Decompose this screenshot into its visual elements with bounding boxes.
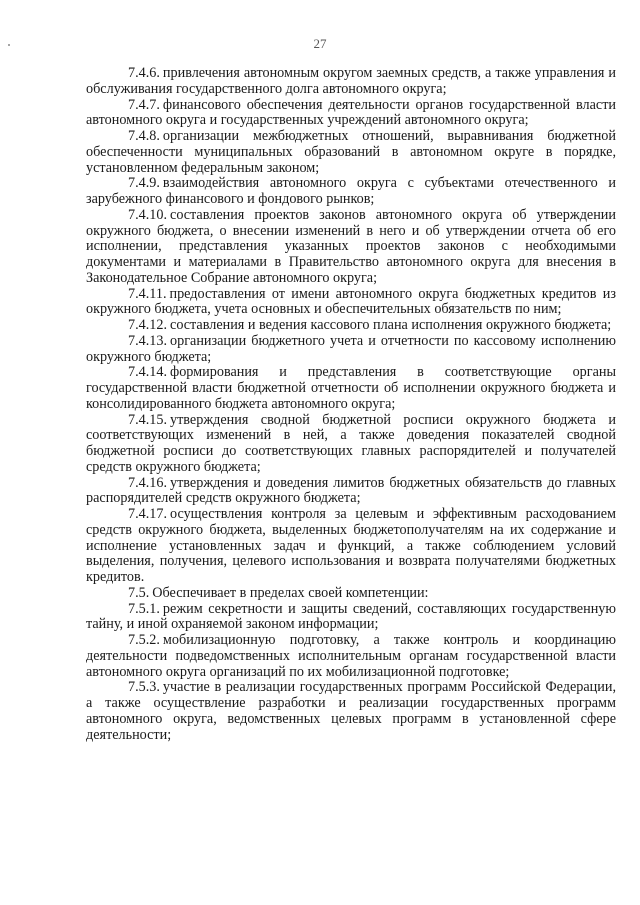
clause-paragraph xyxy=(86,176,616,208)
clause-paragraph xyxy=(86,413,616,476)
clause-number: 7.4.7. xyxy=(128,96,160,113)
clause-number: 7.4.9. xyxy=(128,175,160,192)
clause-text: составления и ведения кассового плана исполнения окружного бюджета; xyxy=(170,317,612,333)
clause-text: Обеспечивает в пределах своей компетенции: xyxy=(152,584,429,601)
clause-paragraph xyxy=(86,66,616,98)
clause-number: 7.4.6. xyxy=(128,65,160,81)
clause-number: 7.5.3. xyxy=(128,679,160,696)
clause-paragraph xyxy=(86,602,616,634)
clause-text: мобилизационную подготовку, а также контроль и координацию деятельности подведомственных исполнительным органам государственной власти автономного округа организаций по их мобилизационной подготовке; xyxy=(86,632,616,680)
clause-text: предоставления от имени автономного округа бюджетных кредитов из окружного бюджета, учета основных и обеспечительных обязательств по ним; xyxy=(86,285,616,318)
clause-number: 7.4.12. xyxy=(128,317,168,333)
clause-text: составления проектов законов автономного округа об утверждении окружного бюджета, о внесении изменений в него и об утверждении отчета об его исполнении, представления указанных проектов законов с необходимыми документами и материалами в Правительство автономного округа для внесения в Законодательное Собрание автономного округа; xyxy=(86,206,616,286)
clause-number: 7.5.1. xyxy=(128,600,160,617)
clause-number: 7.4.16. xyxy=(128,474,168,491)
clause-paragraph xyxy=(86,365,616,412)
clause-number: 7.5. xyxy=(128,584,150,601)
clause-paragraph xyxy=(86,507,616,586)
clause-paragraph xyxy=(86,633,616,680)
clause-number: 7.4.11. xyxy=(128,285,167,302)
clause-text: формирования и представления в соответствующие органы государственной власти бюджетной отчетности об исполнении окружного бюджета и консолидированного бюджета автономного округа; xyxy=(86,364,616,412)
page-number: 27 xyxy=(313,36,327,51)
clause-number: 7.4.17. xyxy=(128,506,168,522)
clause-text: осуществления контроля за целевым и эффективным расходованием средств окружного бюджета, выделенных бюджетополучателям на их содержание и исполнение установленных задач и функций, а также соблюдением условий выделения, получения, целевого использования и возврата получателями бюджетных кредитов. xyxy=(86,506,616,585)
body-text xyxy=(86,66,616,743)
clause-paragraph xyxy=(86,208,616,287)
clause-paragraph xyxy=(86,98,616,130)
clause-number: 7.4.10. xyxy=(128,206,168,223)
clause-number: 7.4.13. xyxy=(128,332,168,349)
clause-paragraph xyxy=(86,476,616,508)
clause-text: привлечения автономным округом заемных средств, а также управления и обслуживания государственного долга автономного округа; xyxy=(86,65,616,97)
clause-paragraph xyxy=(86,680,616,743)
clause-text: взаимодействия автономного округа с субъектами отечественного и зарубежного финансового и фондового рынков; xyxy=(86,175,616,207)
clause-paragraph xyxy=(86,318,616,334)
clause-number: 7.4.14. xyxy=(128,364,168,381)
clause-number: 7.4.8. xyxy=(128,128,160,144)
clause-text: финансового обеспечения деятельности органов государственной власти автономного округа и государственных учреждений автономного округа; xyxy=(86,96,616,129)
clause-number: 7.4.15. xyxy=(128,411,168,428)
clause-text: утверждения и доведения лимитов бюджетных обязательств до главных распорядителей средств окружного бюджета; xyxy=(86,474,616,507)
clause-text: организации бюджетного учета и отчетности по кассовому исполнению окружного бюджета; xyxy=(86,332,616,365)
clause-paragraph xyxy=(86,586,616,602)
clause-number: 7.5.2. xyxy=(128,632,160,648)
clause-paragraph xyxy=(86,334,616,366)
clause-text: организации межбюджетных отношений, выравнивания бюджетной обеспеченности муниципальных образований в автономном округе в порядке, установленном федеральным законом; xyxy=(86,128,616,176)
clause-paragraph xyxy=(86,129,616,176)
clause-text: утверждения сводной бюджетной росписи окружного бюджета и соответствующих изменений в ней, а также доведения показателей сводной бюджетной росписи до соответствующих главных распорядителей и получателей средств окружного бюджета; xyxy=(86,411,616,475)
clause-text: участие в реализации государственных программ Российской Федерации, а также осуществление разработки и реализации государственных программ автономного округа, ведомственных целевых программ в установленной сфере деятельности; xyxy=(86,679,616,743)
clause-text: режим секретности и защиты сведений, составляющих государственную тайну, и иной охраняемой законом информации; xyxy=(86,600,616,633)
clause-paragraph xyxy=(86,287,616,319)
